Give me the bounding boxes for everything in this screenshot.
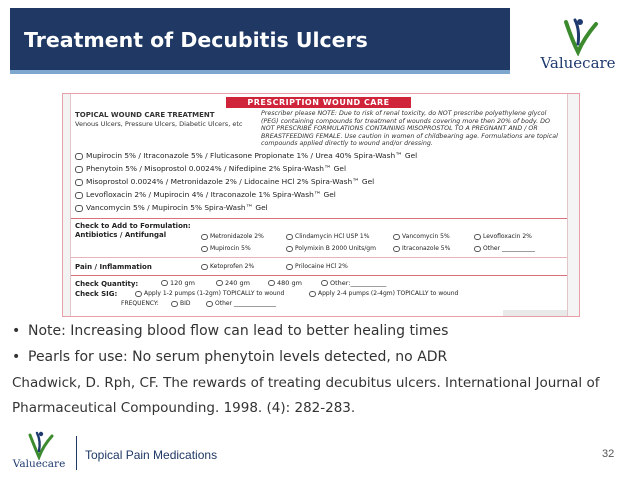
antibiotic-option: Clindamycin HCl USP 1% <box>286 232 369 241</box>
bullet-icon: • <box>12 323 21 339</box>
antibiotic-option: Metronidazole 2% <box>201 232 264 241</box>
checkbox-icon[interactable] <box>135 291 142 297</box>
sig-label: Check SIG: <box>75 290 118 298</box>
bullet-item: • Note: Increasing blood flow can lead to better healing times <box>12 323 449 339</box>
footer-logo <box>8 430 70 475</box>
quantity-option: Other:___________ <box>321 279 386 288</box>
formulation-row <box>75 176 374 187</box>
checkbox-icon[interactable] <box>393 234 400 240</box>
formulation-label: Levofloxacin 2% / Mupirocin 4% / Itraconazole 1% Spira-Wash™ Gel <box>86 190 336 199</box>
footer-title: Topical Pain Medications <box>85 448 218 462</box>
add-heading: Check to Add to Formulation: <box>75 222 191 230</box>
pain-option: Prilocaine HCl 2% <box>286 262 348 271</box>
checkbox-icon[interactable] <box>75 179 83 186</box>
frequency-option: BID <box>171 299 191 308</box>
checkbox-icon[interactable] <box>474 246 481 252</box>
form-corner-sticker <box>503 310 569 317</box>
indications: Venous Ulcers, Pressure Ulcers, Diabetic Ulcers, etc <box>75 120 243 128</box>
form-right-strip <box>567 94 579 317</box>
page-number: 32 <box>602 448 615 460</box>
checkbox-icon[interactable] <box>286 234 293 240</box>
checkbox-icon[interactable] <box>268 280 275 286</box>
checkbox-icon[interactable] <box>75 205 83 212</box>
prescription-form <box>62 93 580 317</box>
checkbox-icon[interactable] <box>309 291 316 297</box>
checkbox-icon[interactable] <box>286 246 293 252</box>
slide-title: Treatment of Decubitis Ulcers <box>24 28 368 52</box>
formulation-label: Mupirocin 5% / Itraconazole 5% / Fluticasone Propionate 1% / Urea 40% Spira-Wash™ Gel <box>86 151 418 160</box>
sig-option: Apply 2-4 pumps (2-4gm) TOPICALLY to wound <box>309 289 458 298</box>
reference-line: Chadwick, D. Rph, CF. The rewards of treating decubitus ulcers. International Journal of <box>12 375 600 391</box>
valuecare-mark-icon <box>8 430 70 460</box>
checkbox-icon[interactable] <box>321 280 328 286</box>
bullet-item: • Pearls for use: No serum phenytoin levels detected, no ADR <box>12 349 448 365</box>
form-divider <box>71 257 569 258</box>
pain-option: Ketoprofen 2% <box>201 262 254 271</box>
title-bar <box>10 8 510 74</box>
checkbox-icon[interactable] <box>75 192 83 199</box>
reference-line: Pharmaceutical Compounding. 1998. (4): 282-283. <box>12 400 356 416</box>
form-divider <box>71 218 569 219</box>
formulation-row <box>75 163 346 174</box>
bullet-icon: • <box>12 349 21 365</box>
formulation-row <box>75 189 336 200</box>
checkbox-icon[interactable] <box>161 280 168 286</box>
checkbox-icon[interactable] <box>75 153 83 160</box>
formulation-label: Vancomycin 5% / Mupirocin 5% Spira-Wash™ Gel <box>86 203 268 212</box>
antibiotic-option: Itraconazole 5% <box>393 244 450 253</box>
checkbox-icon[interactable] <box>171 301 178 307</box>
antibiotic-option: Levofloxacin 2% <box>474 232 532 241</box>
antibiotic-option: Vancomycin 5% <box>393 232 450 241</box>
checkbox-icon[interactable] <box>75 166 83 173</box>
topical-heading: TOPICAL WOUND CARE TREATMENT <box>75 111 215 119</box>
checkbox-icon[interactable] <box>201 264 208 270</box>
footer-divider <box>76 436 77 470</box>
quantity-option: 120 gm <box>161 279 195 288</box>
formulation-row <box>75 202 268 213</box>
checkbox-icon[interactable] <box>393 246 400 252</box>
prescriber-note: Prescriber please NOTE: Due to risk of renal toxicity, do NOT prescribe polyethylene glycol (PEG) containing compounds for treatment of wounds covering more then 20% of body. DO NOT PRESCRIBE FORMULATIONS CONTAINING MISOPROSTOL TO A PREGNANT AND / OR BREASTFEEDING FEMALE. Use caution in women of childbearing age. Formulations are topical compounds applied directly to wound and/or dressing. <box>261 110 558 148</box>
checkbox-icon[interactable] <box>474 234 481 240</box>
checkbox-icon[interactable] <box>286 264 293 270</box>
footer-wordmark: Valuecare <box>12 458 66 470</box>
frequency-label: FREQUENCY: <box>121 300 159 307</box>
quantity-option: 240 gm <box>216 279 250 288</box>
logo-wordmark: Valuecare <box>540 54 616 72</box>
checkbox-icon[interactable] <box>206 301 213 307</box>
form-divider <box>71 275 569 276</box>
antibiotic-option: Polymixin B 2000 Units/gm <box>286 244 376 253</box>
pain-label: Pain / Inflammation <box>75 263 152 271</box>
checkbox-icon[interactable] <box>201 246 208 252</box>
antibiotics-label: Antibiotics / Antifungal <box>75 231 167 239</box>
frequency-option: Other ______________ <box>206 299 276 308</box>
valuecare-logo <box>528 16 628 76</box>
quantity-label: Check Quantity: <box>75 280 139 288</box>
formulation-label: Misoprostol 0.0024% / Metronidazole 2% / Lidocaine HCl 2% Spira-Wash™ Gel <box>86 177 375 186</box>
formulation-row <box>75 150 417 161</box>
sig-option: Apply 1-2 pumps (1-2gm) TOPICALLY to wound <box>135 289 284 298</box>
antibiotic-option: Other ___________ <box>474 244 535 253</box>
quantity-option: 480 gm <box>268 279 302 288</box>
checkbox-icon[interactable] <box>201 234 208 240</box>
checkbox-icon[interactable] <box>216 280 223 286</box>
form-header: PRESCRIPTION WOUND CARE <box>226 97 411 108</box>
formulation-label: Phenytoin 5% / Misoprostol 0.0024% / Nifedipine 2% Spira-Wash™ Gel <box>86 164 347 173</box>
valuecare-mark-icon <box>528 16 628 56</box>
antibiotic-option: Mupirocin 5% <box>201 244 251 253</box>
form-left-strip <box>63 94 71 317</box>
